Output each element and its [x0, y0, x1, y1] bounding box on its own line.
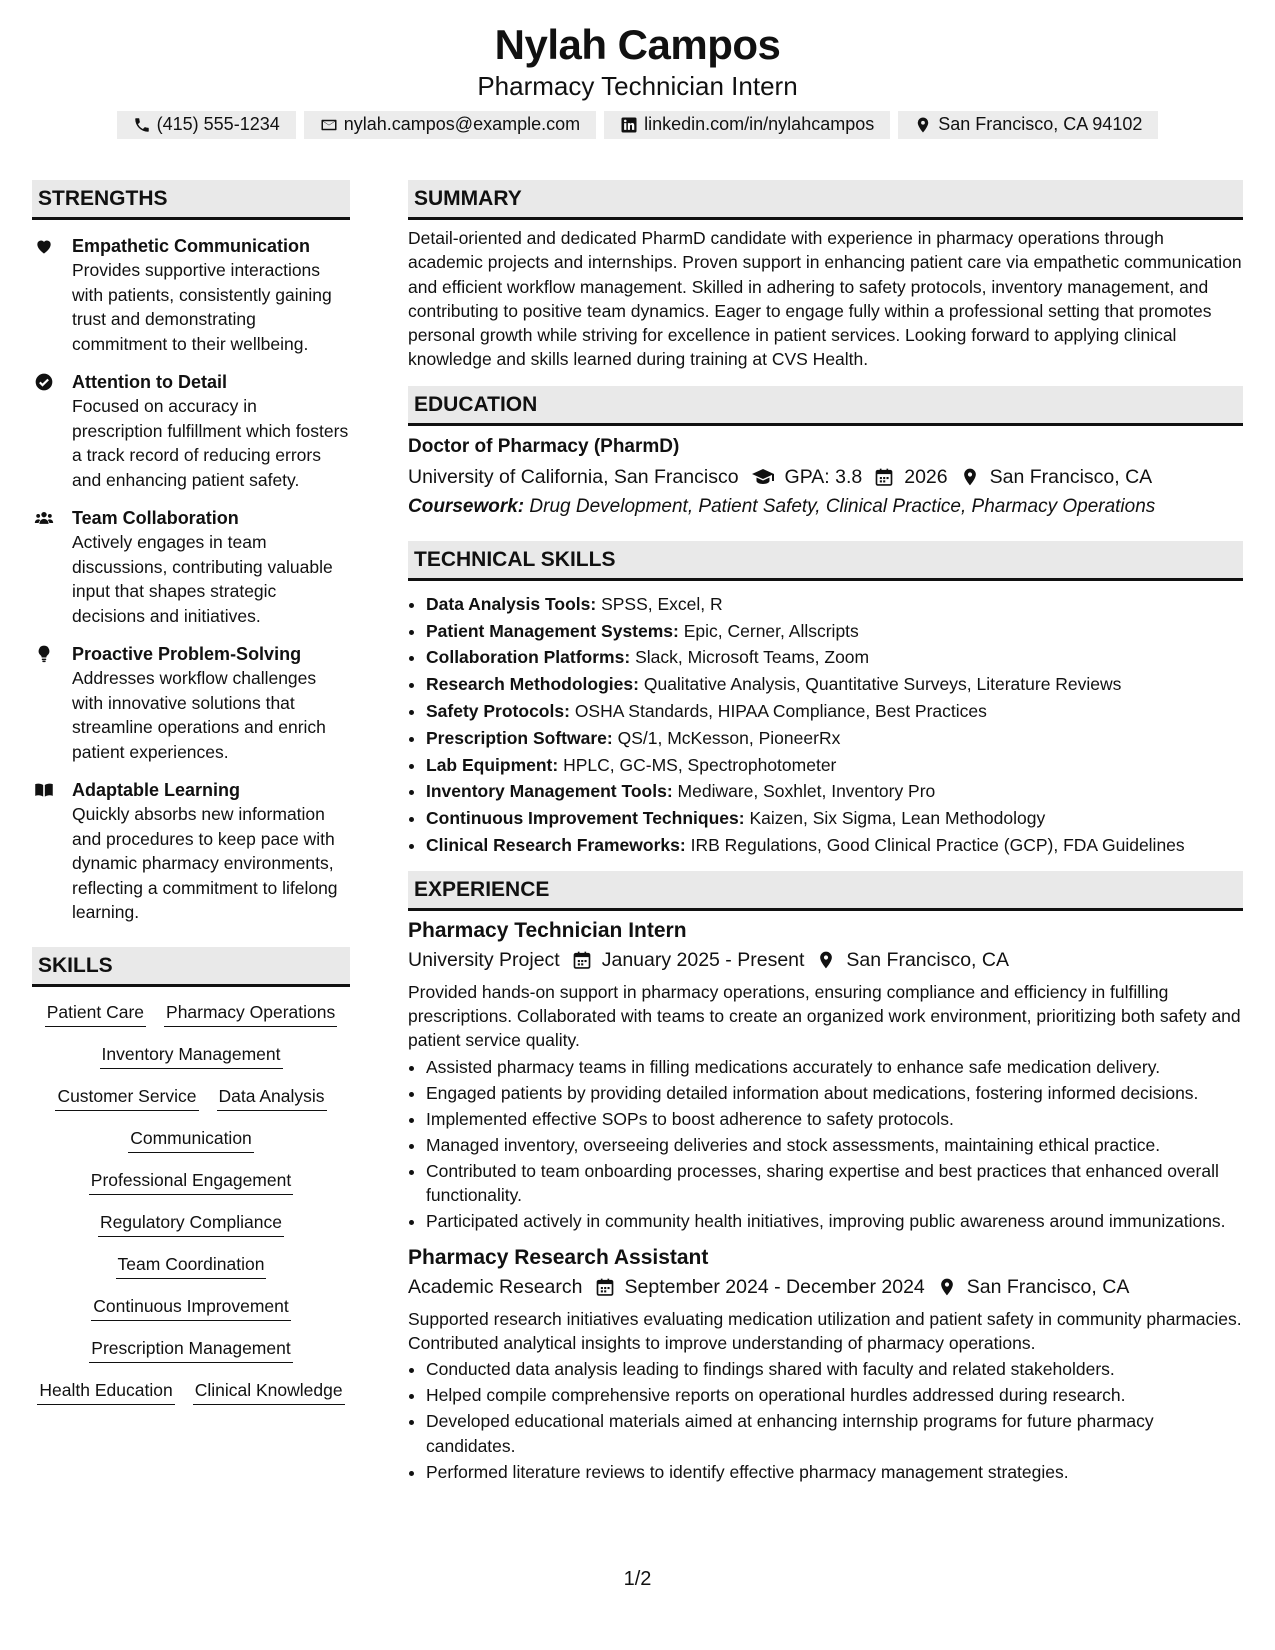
strengths-heading: STRENGTHS	[32, 180, 350, 220]
envelope-icon	[320, 116, 338, 134]
skill-tag: Professional Engagement	[89, 1169, 293, 1195]
location-icon	[960, 467, 980, 487]
candidate-name: Nylah Campos	[494, 21, 781, 68]
job-bullets	[408, 1055, 1243, 1234]
skills-heading: SKILLS	[32, 947, 350, 987]
strength-desc: Quickly absorbs new information and procedures to keep pace with dynamic pharmacy environments, reflecting a commitment to lifelong learning.	[72, 804, 338, 922]
contact-phone	[117, 111, 296, 139]
tech-skill-item: • Patient Management Systems: Epic, Cerner, Allscripts	[426, 618, 1243, 645]
tech-skill-item: • Data Analysis Tools: SPSS, Excel, R	[426, 591, 1243, 618]
job-entry	[408, 917, 1243, 1234]
job-bullet: • Implemented effective SOPs to boost adherence to safety protocols.	[426, 1107, 1243, 1132]
job-bullet: • Contributed to team onboarding processes, sharing expertise and best practices that enhanced overall functionality.	[426, 1159, 1243, 1208]
check-circle-icon	[34, 372, 54, 392]
job-bullet: • Participated actively in community health initiatives, improving public awareness around immunizations.	[426, 1209, 1243, 1234]
strength-item	[32, 642, 350, 764]
job-meta	[408, 946, 1243, 974]
strength-item	[32, 506, 350, 628]
job-bullet: • Developed educational materials aimed at enhancing internship programs for future pharmacy candidates.	[426, 1409, 1243, 1458]
resume-header	[0, 0, 1275, 139]
job-bullet: • Conducted data analysis leading to findings shared with faculty and related stakeholders.	[426, 1357, 1243, 1382]
skill-tag: Regulatory Compliance	[98, 1211, 284, 1237]
job-location: San Francisco, CA	[966, 1275, 1130, 1298]
job-meta	[408, 1273, 1243, 1301]
skill-tag: Pharmacy Operations	[164, 1001, 337, 1027]
job-summary: Provided hands-on support in pharmacy operations, ensuring compliance and efficiency in fulfilling prescriptions. Collaborated with teams to create an organized work environment, prioritizing both safety and patient service quality.	[408, 981, 1241, 1051]
strength-desc: Focused on accuracy in prescription fulfillment which fosters a track record of reducing errors and enhancing patient safety.	[72, 396, 349, 490]
strength-item	[32, 234, 350, 356]
tech-skill-item: • Collaboration Platforms: Slack, Microsoft Teams, Zoom	[426, 644, 1243, 671]
location-icon	[816, 950, 836, 970]
calendar-icon	[572, 950, 592, 970]
contact-email[interactable]	[304, 111, 596, 139]
tech-skill-item: • Research Methodologies: Qualitative Analysis, Quantitative Surveys, Literature Reviews	[426, 671, 1243, 698]
resume-body	[32, 180, 1243, 1486]
strength-desc: Addresses workflow challenges with innovative solutions that streamline operations and enrich patient experiences.	[72, 668, 326, 762]
strength-title: Attention to Detail	[72, 372, 227, 392]
job-summary: Supported research initiatives evaluating medication utilization and patient safety in community pharmacies. Contributed analytical insights to improve understanding of pharmacy operations.	[408, 1308, 1242, 1353]
job-location: San Francisco, CA	[846, 948, 1009, 971]
job-org: University Project	[408, 948, 560, 971]
job-org: Academic Research	[408, 1275, 583, 1298]
gpa: GPA: 3.8	[784, 465, 863, 488]
technical-skills-heading: TECHNICAL SKILLS	[408, 541, 1243, 581]
right-column	[408, 180, 1243, 1486]
page-number: 1/2	[623, 1568, 652, 1590]
heart-icon	[34, 236, 54, 256]
contact-linkedin[interactable]	[604, 111, 890, 139]
skill-tag: Customer Service	[55, 1085, 198, 1111]
graduation-cap-icon	[751, 465, 775, 489]
lightbulb-icon	[34, 644, 54, 664]
phone-text: (415) 555-1234	[156, 114, 280, 135]
school-name: University of California, San Francisco	[408, 465, 739, 488]
technical-skills-list	[408, 591, 1243, 859]
school-location: San Francisco, CA	[989, 465, 1153, 488]
strength-title: Team Collaboration	[72, 508, 239, 528]
linkedin-text: linkedin.com/in/nylahcampos	[644, 114, 875, 135]
job-dates: January 2025 - Present	[601, 948, 805, 971]
location-icon	[937, 1277, 957, 1297]
experience-heading: EXPERIENCE	[408, 871, 1243, 911]
skill-tag: Team Coordination	[116, 1253, 267, 1279]
coursework	[408, 493, 1243, 521]
tech-skill-item: • Clinical Research Frameworks: IRB Regulations, Good Clinical Practice (GCP), FDA Guidelines	[426, 832, 1243, 859]
strength-title: Proactive Problem-Solving	[72, 644, 302, 664]
job-bullet: • Assisted pharmacy teams in filling medications accurately to enhance safe medication delivery.	[426, 1055, 1243, 1080]
strength-item	[32, 778, 350, 925]
skill-tag: Continuous Improvement	[91, 1295, 291, 1321]
phone-icon	[133, 116, 151, 134]
left-column	[32, 180, 350, 1486]
skill-tag: Data Analysis	[217, 1085, 327, 1111]
candidate-title: Pharmacy Technician Intern	[477, 71, 798, 102]
degree-title: Doctor of Pharmacy (PharmD)	[408, 435, 680, 457]
users-icon	[34, 508, 54, 528]
tech-skill-item: • Lab Equipment: HPLC, GC-MS, Spectrophotometer	[426, 752, 1243, 779]
strength-item	[32, 370, 350, 492]
calendar-icon	[874, 467, 894, 487]
job-bullet: • Helped compile comprehensive reports on operational hurdles addressed during research.	[426, 1383, 1243, 1408]
tech-skill-item: • Inventory Management Tools: Mediware, Soxhlet, Inventory Pro	[426, 778, 1243, 805]
strength-desc: Provides supportive interactions with patients, consistently gaining trust and demonstrating commitment to their wellbeing.	[72, 260, 332, 354]
job-title: Pharmacy Research Assistant	[408, 1245, 709, 1269]
skill-tag: Clinical Knowledge	[193, 1379, 345, 1405]
skill-tag: Health Education	[37, 1379, 174, 1405]
contact-location	[898, 111, 1158, 139]
job-title: Pharmacy Technician Intern	[408, 918, 687, 942]
location-text: San Francisco, CA 94102	[938, 114, 1143, 135]
strength-desc: Actively engages in team discussions, contributing valuable input that shapes strategic decisions and initiatives.	[72, 532, 333, 626]
location-icon	[914, 116, 932, 134]
skill-tag: Inventory Management	[100, 1043, 283, 1069]
skill-tag: Prescription Management	[89, 1337, 292, 1363]
tech-skill-item: • Safety Protocols: OSHA Standards, HIPAA Compliance, Best Practices	[426, 698, 1243, 725]
summary-heading: SUMMARY	[408, 180, 1243, 220]
coursework-list: Drug Development, Patient Safety, Clinical Practice, Pharmacy Operations	[529, 495, 1156, 517]
skill-tag: Communication	[128, 1127, 254, 1153]
strength-title: Empathetic Communication	[72, 236, 311, 256]
job-bullet: • Engaged patients by providing detailed information about medications, fostering informed decisions.	[426, 1081, 1243, 1106]
skill-tag: Patient Care	[45, 1001, 146, 1027]
graduation-year: 2026	[904, 465, 948, 488]
education-meta	[408, 463, 1243, 491]
tech-skill-item: • Continuous Improvement Techniques: Kaizen, Six Sigma, Lean Methodology	[426, 805, 1243, 832]
coursework-label: Coursework:	[408, 495, 525, 517]
contact-bar	[0, 111, 1275, 139]
job-dates: September 2024 - December 2024	[624, 1275, 925, 1298]
book-icon	[34, 780, 54, 800]
tech-skill-item: • Prescription Software: QS/1, McKesson, PioneerRx	[426, 725, 1243, 752]
skills-list	[32, 1001, 350, 1405]
linkedin-icon	[620, 116, 638, 134]
education-heading: EDUCATION	[408, 386, 1243, 426]
summary-text: Detail-oriented and dedicated PharmD candidate with experience in pharmacy operations through academic projects and internships. Proven support in enhancing patient care via empathetic communication and efficient workflow management. Skilled in adhering to safety protocols, inventory management, and contributing to positive team dynamics. Eager to engage fully within a professional setting that promotes personal growth while striving for excellence in patient services. Looking forward to applying clinical knowledge and skills learned during training at CVS Health.	[408, 228, 1242, 370]
job-entry	[408, 1244, 1243, 1485]
job-bullets	[408, 1357, 1243, 1484]
calendar-icon	[595, 1277, 615, 1297]
job-bullet: • Performed literature reviews to identify effective pharmacy management strategies.	[426, 1460, 1243, 1485]
email-text: nylah.campos@example.com	[343, 114, 581, 135]
strength-title: Adaptable Learning	[72, 780, 241, 800]
job-bullet: • Managed inventory, overseeing deliveries and stock assessments, maintaining ethical practice.	[426, 1133, 1243, 1158]
